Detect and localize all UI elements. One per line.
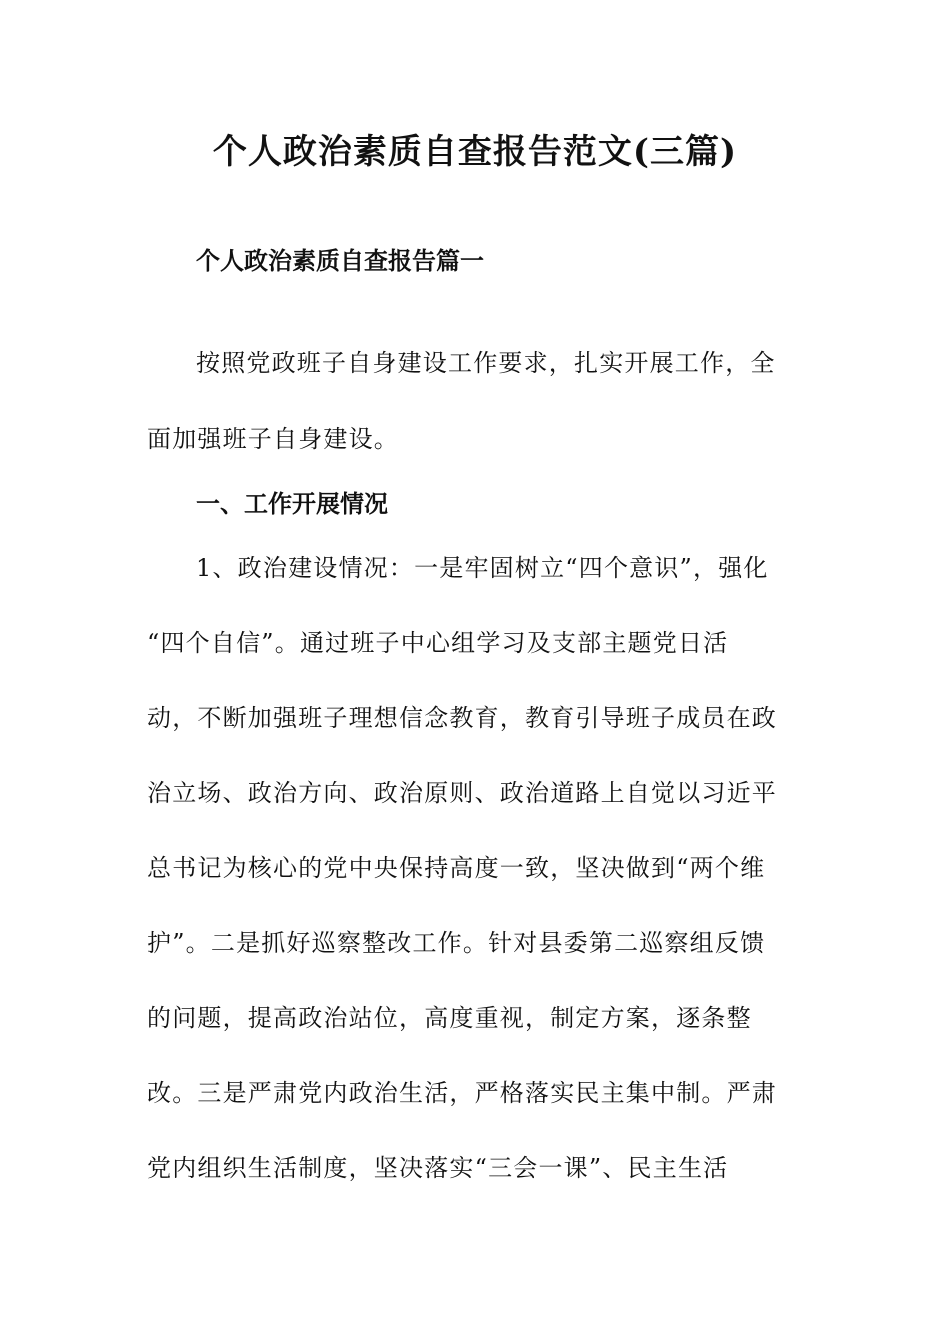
part-heading: 个人政治素质自查报告篇一 <box>196 246 484 275</box>
paragraph-line: “四个自信”。通过班子中心组学习及支部主题党日活 <box>147 629 729 657</box>
paragraph-line: 按照党政班子自身建设工作要求，扎实开展工作，全 <box>196 349 776 377</box>
paragraph-line: 的问题，提高政治站位，高度重视，制定方案，逐条整 <box>147 1004 752 1032</box>
paragraph-line: 面加强班子自身建设。 <box>147 425 399 453</box>
paragraph-line: 动，不断加强班子理想信念教育，教育引导班子成员在政 <box>147 704 777 732</box>
section-heading: 一、工作开展情况 <box>196 489 388 518</box>
paragraph-line: 治立场、政治方向、政治原则、政治道路上自觉以习近平 <box>147 779 777 807</box>
document-title: 个人政治素质自查报告范文(三篇) <box>212 132 738 172</box>
paragraph-line: 总书记为核心的党中央保持高度一致，坚决做到“两个维 <box>147 854 766 882</box>
paragraph-line: 护”。二是抓好巡察整改工作。针对县委第二巡察组反馈 <box>147 929 766 957</box>
paragraph-line: 党内组织生活制度，坚决落实“三会一课”、民主生活 <box>147 1154 729 1182</box>
paragraph-line: 改。三是严肃党内政治生活，严格落实民主集中制。严肃 <box>147 1079 777 1107</box>
paragraph-line: 1、政治建设情况：一是牢固树立“四个意识”，强化 <box>196 554 769 582</box>
